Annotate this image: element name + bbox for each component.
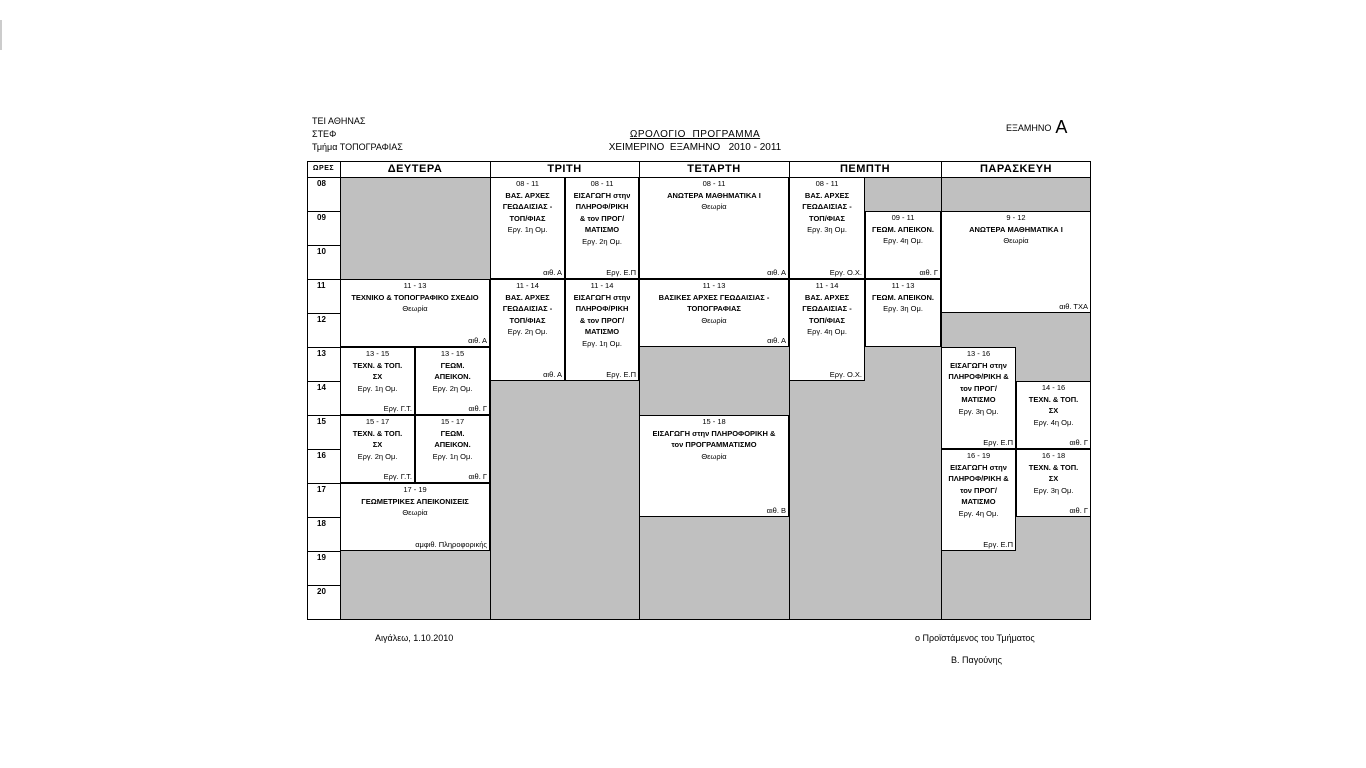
header-bottom-line <box>307 177 1091 178</box>
course-block[interactable] <box>415 347 490 415</box>
hour-tick <box>307 313 340 314</box>
department: Τμήμα ΤΟΠΟΓΡΑΦΙΑΣ <box>312 142 403 152</box>
course-room: αιθ. Γ <box>468 471 487 481</box>
hour-tick <box>307 449 340 450</box>
hour-label-12: 12 <box>317 315 326 324</box>
page-title: ΩΡΟΛΟΓΙΟ ΠΡΟΓΡΑΜΜΑ <box>629 129 761 140</box>
course-name: ΓΕΩΜΕΤΡΙΚΕΣ ΑΠΕΙΚΟΝΙΣΕΙΣ <box>361 496 469 506</box>
course-time: 13 - 15 <box>365 349 390 358</box>
hour-tick <box>307 279 340 280</box>
hour-label-16: 16 <box>317 451 326 460</box>
course-time: 11 - 14 <box>815 281 839 290</box>
school: ΣΤΕΦ <box>312 129 337 139</box>
course-time: 11 - 13 <box>403 281 427 290</box>
course-room: Εργ. Ε.Π <box>606 369 636 379</box>
day-header-2: ΤΡΙΤΗ <box>547 163 582 175</box>
course-block[interactable] <box>1016 381 1091 449</box>
semester-indicator <box>1006 117 1067 138</box>
hour-tick <box>307 245 340 246</box>
course-block[interactable] <box>789 177 865 279</box>
semester-value: Α <box>1055 117 1068 137</box>
course-name: ΤΕΧΝΙΚΟ & ΤΟΠΟΓΡΑΦΙΚΟ ΣΧΕΔΙΟ <box>351 292 479 302</box>
course-type: Θεωρία <box>402 508 428 517</box>
course-block[interactable] <box>340 415 415 483</box>
course-room: αιθ. Α <box>767 267 786 277</box>
course-type: Θεωρία <box>402 304 428 313</box>
hour-label-11: 11 <box>317 281 326 290</box>
day-divider <box>941 161 942 619</box>
frame-left <box>307 161 308 619</box>
course-block[interactable] <box>490 279 565 381</box>
page-subtitle: ΧΕΙΜΕΡΙΝΟ ΕΞΑΜΗΝΟ 2010 - 2011 <box>608 142 782 153</box>
course-name: ΓΕΩΜ. ΑΠΕΙΚΟΝ. <box>434 360 471 381</box>
hour-tick <box>307 415 340 416</box>
course-block[interactable] <box>340 483 490 551</box>
course-block[interactable] <box>565 177 639 279</box>
course-time: 16 - 19 <box>966 451 991 460</box>
hour-tick <box>307 483 340 484</box>
course-time: 08 - 11 <box>702 179 726 188</box>
course-type: Εργ. 2η Ομ. <box>582 236 622 246</box>
course-time: 17 - 19 <box>403 485 427 494</box>
course-block[interactable] <box>565 279 639 381</box>
course-name: ΑΝΩΤΕΡΑ ΜΑΘΗΜΑΤΙΚΑ Ι <box>667 190 761 200</box>
hours-header: ΩΡΕΣ <box>312 165 335 172</box>
course-time: 14 - 16 <box>1041 383 1066 392</box>
course-block[interactable] <box>490 177 565 279</box>
course-type: Θεωρία <box>701 451 727 461</box>
course-type: Εργ. 1η Ομ. <box>507 225 548 234</box>
course-block[interactable] <box>340 279 490 347</box>
frame-right <box>1090 161 1091 619</box>
course-block[interactable] <box>639 177 789 279</box>
course-room: Εργ. Ε.Π <box>983 437 1013 447</box>
hour-label-19: 19 <box>317 553 326 562</box>
course-name: ΤΕΧΝ. & ΤΟΠ. ΣΧ <box>1028 462 1079 483</box>
course-block[interactable] <box>941 347 1016 449</box>
course-type: Εργ. 3η Ομ. <box>1033 485 1074 495</box>
course-block[interactable] <box>941 449 1016 551</box>
course-room: Εργ. Ο.Χ. <box>829 369 862 379</box>
course-room: αιθ. Α <box>543 369 562 379</box>
course-block[interactable] <box>865 279 941 347</box>
course-room: αιθ. ΤΧΑ <box>1059 301 1088 311</box>
hour-tick <box>307 551 340 552</box>
course-type: Εργ. 2η Ομ. <box>507 327 548 336</box>
course-block[interactable] <box>340 347 415 415</box>
day-header-1: ΔΕΥΤΕΡΑ <box>387 163 443 175</box>
course-time: 08 - 11 <box>516 179 539 188</box>
course-type: Εργ. 4η Ομ. <box>958 508 999 518</box>
course-room: Εργ. Γ.Τ. <box>383 471 412 481</box>
day-divider <box>340 161 341 619</box>
hour-label-10: 10 <box>317 247 326 256</box>
hour-label-17: 17 <box>317 485 326 494</box>
hour-label-18: 18 <box>317 519 326 528</box>
hour-label-13: 13 <box>317 349 326 358</box>
frame-top <box>307 161 1091 162</box>
course-time: 11 - 13 <box>702 281 726 290</box>
course-block[interactable] <box>789 279 865 381</box>
course-room: Εργ. Γ.Τ. <box>383 403 412 413</box>
course-block[interactable] <box>941 211 1091 313</box>
course-type: Εργ. 1η Ομ. <box>582 338 622 348</box>
hour-label-20: 20 <box>317 587 326 596</box>
course-room: Εργ. Ε.Π <box>983 539 1013 549</box>
semester-label: ΕΞΑΜΗΝΟ <box>1006 123 1052 133</box>
signatory-title: ο Προϊστάμενος του Τμήματος <box>915 633 1035 643</box>
course-block[interactable] <box>639 415 789 517</box>
course-room: αιθ. Α <box>468 335 487 345</box>
course-time: 08 - 11 <box>590 179 614 188</box>
hour-label-15: 15 <box>317 417 326 426</box>
course-time: 15 - 17 <box>440 417 465 426</box>
schedule-title-block <box>560 128 830 154</box>
course-block[interactable] <box>639 279 789 347</box>
course-time: 11 - 14 <box>590 281 614 290</box>
timetable <box>307 161 1091 623</box>
course-name: ΒΑΣ. ΑΡΧΕΣ ΓΕΩΔΑΙΣΙΑΣ - ΤΟΠ/ΦΙΑΣ <box>502 190 553 223</box>
course-name: ΓΕΩΜ. ΑΠΕΙΚΟΝ. <box>434 428 471 449</box>
hour-tick <box>307 517 340 518</box>
course-block[interactable] <box>1016 449 1091 517</box>
course-time: 16 - 18 <box>1041 451 1066 460</box>
course-room: αιθ. Α <box>543 267 562 277</box>
course-type: Θεωρία <box>701 202 727 211</box>
course-name: ΓΕΩΜ. ΑΠΕΙΚΟΝ. <box>872 224 934 234</box>
course-name: ΕΙΣΑΓΩΓΗ στην ΠΛΗΡΟΦ/ΡΙΚΗ & τον ΠΡΟΓ/ΜΑΤΙΣΜΟ <box>948 360 1009 404</box>
course-time: 11 - 14 <box>516 281 539 290</box>
course-room: αιθ. Α <box>767 335 786 345</box>
course-time: 15 - 18 <box>702 417 726 426</box>
course-name: ΤΕΧΝ. & ΤΟΠ. ΣΧ <box>352 428 403 449</box>
course-type: Εργ. 3η Ομ. <box>883 304 923 313</box>
course-type: Εργ. 3η Ομ. <box>807 225 847 234</box>
course-name: ΕΙΣΑΓΩΓΗ στην ΠΛΗΡΟΦ/ΡΙΚΗ & τον ΠΡΟΓ/ΜΑΤΙΣΜΟ <box>948 462 1009 506</box>
hour-tick <box>307 585 340 586</box>
course-type: Θεωρία <box>701 315 727 325</box>
course-name: ΒΑΣ. ΑΡΧΕΣ ΓΕΩΔΑΙΣΙΑΣ - ΤΟΠ/ΦΙΑΣ <box>802 190 852 223</box>
course-type: Εργ. 2η Ομ. <box>357 451 398 461</box>
day-divider <box>490 161 491 619</box>
course-room: αιθ. Γ <box>468 403 487 413</box>
course-room: αιθ. Γ <box>1069 437 1088 447</box>
course-name: ΕΙΣΑΓΩΓΗ στην ΠΛΗΡΟΦ/ΡΙΚΗ & τον ΠΡΟΓ/ΜΑΤΙΣΜΟ <box>573 292 631 336</box>
header-left <box>312 115 403 154</box>
course-name: ΓΕΩΜ. ΑΠΕΙΚΟΝ. <box>872 292 934 302</box>
hour-label-14: 14 <box>317 383 326 392</box>
hour-tick <box>307 347 340 348</box>
day-divider <box>789 161 790 619</box>
course-time: 09 - 11 <box>891 213 915 222</box>
course-time: 08 - 11 <box>815 179 839 188</box>
day-header-3: ΤΕΤΑΡΤΗ <box>687 163 741 175</box>
hour-label-09: 09 <box>317 213 326 222</box>
institution: ΤΕΙ ΑΘΗΝΑΣ <box>312 116 366 126</box>
course-time: 11 - 13 <box>891 281 915 290</box>
course-name: ΕΙΣΑΓΩΓΗ στην ΠΛΗΡΟΦΟΡΙΚΗ & τον ΠΡΟΓΡΑΜΜΑΤΙΣΜΟ <box>652 428 776 449</box>
course-name: ΕΙΣΑΓΩΓΗ στην ΠΛΗΡΟΦ/ΡΙΚΗ & τον ΠΡΟΓ/ΜΑΤΙΣΜΟ <box>573 190 631 234</box>
course-type: Εργ. 2η Ομ. <box>432 383 473 393</box>
course-block[interactable] <box>415 415 490 483</box>
course-name: ΒΑΣ. ΑΡΧΕΣ ΓΕΩΔΑΙΣΙΑΣ - ΤΟΠ/ΦΙΑΣ <box>802 292 852 325</box>
hour-tick <box>307 381 340 382</box>
course-time: 9 - 12 <box>1006 213 1026 222</box>
course-room: αμφιθ. Πληροφορικής <box>415 539 487 549</box>
frame-bottom <box>307 619 1091 620</box>
course-type: Εργ. 3η Ομ. <box>958 406 999 416</box>
course-room: αιθ. Β <box>766 505 786 515</box>
course-time: 13 - 16 <box>966 349 991 358</box>
course-name: ΤΕΧΝ. & ΤΟΠ. ΣΧ <box>352 360 403 381</box>
course-time: 15 - 17 <box>365 417 390 426</box>
course-room: αιθ. Γ <box>1069 505 1088 515</box>
course-time: 13 - 15 <box>440 349 465 358</box>
course-name: ΑΝΩΤΕΡΑ ΜΑΘΗΜΑΤΙΚΑ Ι <box>969 224 1063 234</box>
course-type: Εργ. 4η Ομ. <box>1033 417 1074 427</box>
course-room: Εργ. Ο.Χ. <box>829 267 862 277</box>
course-type: Θεωρία <box>1003 236 1029 245</box>
course-name: ΤΕΧΝ. & ΤΟΠ. ΣΧ <box>1028 394 1079 415</box>
course-type: Εργ. 1η Ομ. <box>357 383 398 393</box>
signatory-name: Β. Παγούνης <box>951 655 1002 665</box>
day-divider <box>639 161 640 619</box>
course-type: Εργ. 4η Ομ. <box>807 327 847 336</box>
course-room: αιθ. Γ <box>919 267 938 277</box>
day-header-5: ΠΑΡΑΣΚΕΥΗ <box>979 163 1052 175</box>
day-header-4: ΠΕΜΠΤΗ <box>839 163 891 175</box>
course-name: ΒΑΣ. ΑΡΧΕΣ ΓΕΩΔΑΙΣΙΑΣ - ΤΟΠ/ΦΙΑΣ <box>502 292 553 325</box>
course-type: Εργ. 4η Ομ. <box>883 236 923 245</box>
hour-tick <box>307 211 340 212</box>
course-block[interactable] <box>865 211 941 279</box>
course-room: Εργ. Ε.Π <box>606 267 636 277</box>
place-date: Αιγάλεω, 1.10.2010 <box>375 633 454 643</box>
course-type: Εργ. 1η Ομ. <box>432 451 473 461</box>
course-name: ΒΑΣΙΚΕΣ ΑΡΧΕΣ ΓΕΩΔΑΙΣΙΑΣ - ΤΟΠΟΓΡΑΦΙΑΣ <box>658 292 770 313</box>
page-edge-marker <box>0 20 2 50</box>
hour-label-08: 08 <box>317 179 326 188</box>
